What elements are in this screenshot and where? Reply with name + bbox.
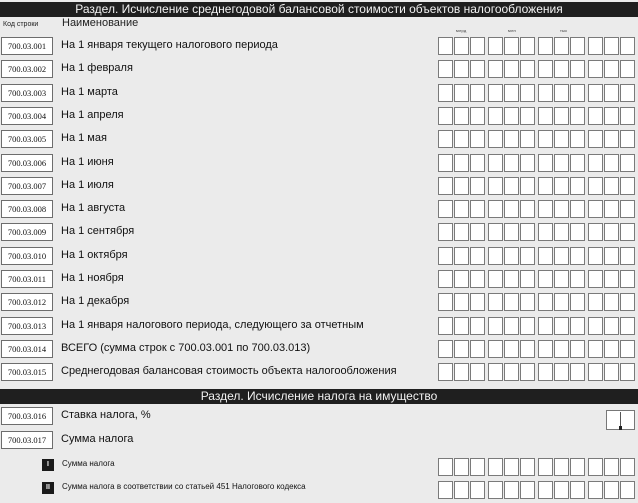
digit-cell[interactable]: [554, 363, 569, 381]
form-row: [0, 34, 638, 58]
digit-cell[interactable]: [454, 458, 469, 476]
digit-cell[interactable]: [504, 293, 519, 311]
row-code: 700.03.012: [1, 293, 53, 311]
digit-cell[interactable]: [588, 223, 603, 241]
digit-cell[interactable]: [604, 60, 619, 78]
row-label: Ставка налога, %: [61, 409, 151, 421]
row-code: 700.03.013: [1, 317, 53, 335]
digit-cell[interactable]: [620, 60, 635, 78]
row-code: 700.03.015: [1, 363, 53, 381]
digit-cell[interactable]: [438, 223, 453, 241]
digit-cell[interactable]: [504, 458, 519, 476]
digit-cell[interactable]: [538, 481, 553, 499]
form-row: [0, 267, 638, 291]
digit-cell[interactable]: [438, 293, 453, 311]
digit-cell[interactable]: [588, 154, 603, 172]
digit-cell[interactable]: [588, 84, 603, 102]
digit-cell[interactable]: [588, 247, 603, 265]
digit-cell[interactable]: [454, 340, 469, 358]
row-label: На 1 августа: [61, 202, 126, 214]
row-label: Среднегодовая балансовая стоимость объекта налогообложения: [61, 365, 397, 377]
digit-cell[interactable]: [438, 107, 453, 125]
digit-cell[interactable]: [554, 317, 569, 335]
digit-cell[interactable]: [520, 84, 535, 102]
digit-cell[interactable]: [488, 107, 503, 125]
digit-cell[interactable]: [570, 340, 585, 358]
digit-cell[interactable]: [620, 84, 635, 102]
digit-cell[interactable]: [488, 223, 503, 241]
digit-cell[interactable]: [620, 340, 635, 358]
digit-cell[interactable]: [504, 200, 519, 218]
form-row: [0, 244, 638, 268]
digit-cell[interactable]: [620, 177, 635, 195]
digit-cell[interactable]: [488, 84, 503, 102]
column-code-header: Код строки: [3, 21, 39, 28]
row-label: На 1 ноября: [61, 272, 124, 284]
digit-cell[interactable]: [504, 130, 519, 148]
row-label: На 1 марта: [61, 86, 118, 98]
row-label: На 1 октября: [61, 249, 128, 261]
digit-cell[interactable]: [620, 481, 635, 499]
digit-cell[interactable]: [454, 481, 469, 499]
digit-cell[interactable]: [504, 84, 519, 102]
digit-cell[interactable]: [588, 130, 603, 148]
row-code: 700.03.016: [1, 407, 53, 425]
digit-cell[interactable]: [470, 37, 485, 55]
digit-cell[interactable]: [470, 223, 485, 241]
digit-cell[interactable]: [520, 37, 535, 55]
form-row: [0, 81, 638, 105]
digit-cell[interactable]: [554, 200, 569, 218]
digit-cell[interactable]: [488, 481, 503, 499]
digit-cell[interactable]: [620, 200, 635, 218]
digit-cell[interactable]: [538, 200, 553, 218]
digit-cell[interactable]: [504, 340, 519, 358]
digit-cell[interactable]: [488, 363, 503, 381]
digit-cell[interactable]: [438, 458, 453, 476]
digit-cell[interactable]: [504, 223, 519, 241]
digit-cell[interactable]: [488, 154, 503, 172]
digit-cell[interactable]: [554, 270, 569, 288]
form-row: [0, 428, 638, 452]
digit-cell[interactable]: [470, 84, 485, 102]
digit-cell[interactable]: [470, 107, 485, 125]
digit-cell[interactable]: [604, 37, 619, 55]
row-label: На 1 января налогового периода, следующего за отчетным: [61, 319, 364, 331]
digit-cell[interactable]: [538, 130, 553, 148]
digit-cell[interactable]: [538, 317, 553, 335]
digit-cell[interactable]: [538, 37, 553, 55]
digit-cell[interactable]: [570, 37, 585, 55]
digit-cell[interactable]: [438, 37, 453, 55]
digit-cell[interactable]: [620, 130, 635, 148]
digit-cell[interactable]: [504, 317, 519, 335]
digit-cell[interactable]: [538, 247, 553, 265]
digit-cell[interactable]: [488, 177, 503, 195]
digit-cell[interactable]: [570, 223, 585, 241]
digit-cell[interactable]: [470, 363, 485, 381]
digit-cell[interactable]: [554, 60, 569, 78]
digit-cell[interactable]: [470, 458, 485, 476]
digit-cell[interactable]: [554, 37, 569, 55]
digit-cell[interactable]: [488, 37, 503, 55]
digit-cell[interactable]: [520, 270, 535, 288]
digit-cell[interactable]: [620, 154, 635, 172]
digit-cell[interactable]: [470, 270, 485, 288]
column-name-header: Наименование: [62, 17, 139, 29]
digit-cell[interactable]: [588, 458, 603, 476]
digit-cell[interactable]: [520, 458, 535, 476]
digit-cell[interactable]: [520, 177, 535, 195]
row-label: На 1 декабря: [61, 295, 130, 307]
row-code: 700.03.004: [1, 107, 53, 125]
digit-cell[interactable]: [520, 200, 535, 218]
digit-cell[interactable]: [570, 84, 585, 102]
digit-cell[interactable]: [504, 37, 519, 55]
digit-cell[interactable]: [570, 60, 585, 78]
digit-cell[interactable]: [604, 363, 619, 381]
row-code: 700.03.006: [1, 154, 53, 172]
digit-cell[interactable]: [538, 270, 553, 288]
digit-cell[interactable]: [604, 293, 619, 311]
row-code: 700.03.014: [1, 340, 53, 358]
digit-cell[interactable]: [438, 481, 453, 499]
digit-cell[interactable]: [454, 270, 469, 288]
digit-cell[interactable]: [554, 223, 569, 241]
digit-cell[interactable]: [438, 130, 453, 148]
digit-cell[interactable]: [554, 84, 569, 102]
digit-cell[interactable]: [604, 481, 619, 499]
form-row: [0, 337, 638, 361]
digit-cell[interactable]: [438, 247, 453, 265]
digit-cell[interactable]: [438, 177, 453, 195]
digit-cell[interactable]: [454, 293, 469, 311]
digit-cell[interactable]: [504, 363, 519, 381]
digit-cell[interactable]: [588, 107, 603, 125]
digit-cell[interactable]: [604, 154, 619, 172]
digit-cell[interactable]: [570, 481, 585, 499]
digit-cell[interactable]: [488, 247, 503, 265]
form-row: [0, 220, 638, 244]
unit-label-billions: млрд: [456, 28, 467, 33]
digit-cell[interactable]: [588, 177, 603, 195]
digit-cell[interactable]: [604, 84, 619, 102]
digit-cell[interactable]: [538, 458, 553, 476]
row-code: 700.03.002: [1, 60, 53, 78]
digit-cell[interactable]: [520, 154, 535, 172]
digit-cell[interactable]: [570, 200, 585, 218]
digit-cell[interactable]: [554, 340, 569, 358]
row-label: На 1 января текущего налогового периода: [61, 39, 278, 51]
digit-cell[interactable]: [570, 363, 585, 381]
digit-cell[interactable]: [570, 130, 585, 148]
digit-cell[interactable]: [620, 317, 635, 335]
form-row: [0, 360, 638, 384]
digit-cell[interactable]: [620, 223, 635, 241]
digit-cell[interactable]: [454, 200, 469, 218]
digit-cell[interactable]: [538, 340, 553, 358]
digit-cell[interactable]: [438, 317, 453, 335]
digit-cell[interactable]: [588, 270, 603, 288]
digit-cell[interactable]: [604, 107, 619, 125]
digit-cell[interactable]: [588, 340, 603, 358]
digit-cell[interactable]: [554, 154, 569, 172]
row-label: Сумма налога: [61, 433, 134, 445]
digit-cell[interactable]: [538, 84, 553, 102]
digit-cell[interactable]: [454, 223, 469, 241]
form-row: [0, 57, 638, 81]
digit-cell[interactable]: [454, 317, 469, 335]
roman-numeral-badge: II: [42, 482, 54, 494]
digit-cell[interactable]: [520, 223, 535, 241]
digit-cell[interactable]: [554, 247, 569, 265]
row-code: 700.03.008: [1, 200, 53, 218]
section-header-property-tax: Раздел. Исчисление налога на имущество: [0, 389, 638, 404]
sub-row-label: Сумма налога в соответствии со статьей 451 Налогового кодекса: [62, 482, 306, 491]
row-code: 700.03.017: [1, 431, 53, 449]
form-row: [0, 404, 638, 428]
row-label: На 1 июля: [61, 179, 114, 191]
digit-cell[interactable]: [554, 130, 569, 148]
row-code: 700.03.011: [1, 270, 53, 288]
digit-cell[interactable]: [454, 247, 469, 265]
digit-cell[interactable]: [538, 293, 553, 311]
row-code: 700.03.003: [1, 84, 53, 102]
digit-cell[interactable]: [504, 270, 519, 288]
row-code: 700.03.010: [1, 247, 53, 265]
digit-cell[interactable]: [454, 60, 469, 78]
digit-cell[interactable]: [588, 200, 603, 218]
digit-cell[interactable]: [438, 340, 453, 358]
digit-cell[interactable]: [570, 107, 585, 125]
digit-cell[interactable]: [488, 130, 503, 148]
digit-cell[interactable]: [454, 130, 469, 148]
digit-cell[interactable]: [454, 154, 469, 172]
digit-cell[interactable]: [504, 177, 519, 195]
tax-rate-input[interactable]: [606, 410, 635, 430]
digit-cell[interactable]: [470, 317, 485, 335]
digit-cell[interactable]: [570, 270, 585, 288]
digit-cell[interactable]: [454, 84, 469, 102]
digit-cell[interactable]: [538, 60, 553, 78]
digit-cell[interactable]: [454, 363, 469, 381]
digit-cell[interactable]: [588, 293, 603, 311]
digit-cell[interactable]: [454, 177, 469, 195]
row-label: На 1 июня: [61, 156, 114, 168]
digit-cell[interactable]: [604, 458, 619, 476]
digit-cell[interactable]: [554, 481, 569, 499]
row-label: На 1 февраля: [61, 62, 133, 74]
digit-cell[interactable]: [504, 481, 519, 499]
digit-cell[interactable]: [570, 317, 585, 335]
digit-cell[interactable]: [438, 270, 453, 288]
digit-cell[interactable]: [604, 317, 619, 335]
digit-cell[interactable]: [604, 177, 619, 195]
digit-cell[interactable]: [604, 340, 619, 358]
digit-cell[interactable]: [620, 293, 635, 311]
digit-cell[interactable]: [520, 107, 535, 125]
digit-cell[interactable]: [554, 177, 569, 195]
digit-cell[interactable]: [570, 458, 585, 476]
digit-cell[interactable]: [520, 247, 535, 265]
digit-cell[interactable]: [438, 154, 453, 172]
digit-cell[interactable]: [470, 200, 485, 218]
digit-cell[interactable]: [470, 60, 485, 78]
digit-cell[interactable]: [570, 293, 585, 311]
digit-cell[interactable]: [520, 293, 535, 311]
form-row: [0, 197, 638, 221]
row-code: 700.03.001: [1, 37, 53, 55]
digit-cell[interactable]: [504, 60, 519, 78]
digit-cell[interactable]: [520, 481, 535, 499]
digit-cell[interactable]: [588, 37, 603, 55]
digit-cell[interactable]: [488, 340, 503, 358]
form-row: [0, 174, 638, 198]
digit-cell[interactable]: [470, 481, 485, 499]
digit-cell[interactable]: [570, 177, 585, 195]
row-label: На 1 сентября: [61, 225, 135, 237]
digit-cell[interactable]: [470, 130, 485, 148]
digit-cell[interactable]: [488, 200, 503, 218]
digit-cell[interactable]: [588, 60, 603, 78]
digit-cell[interactable]: [504, 107, 519, 125]
digit-cell[interactable]: [470, 177, 485, 195]
digit-cell[interactable]: [488, 60, 503, 78]
digit-cell[interactable]: [620, 247, 635, 265]
digit-cell[interactable]: [470, 340, 485, 358]
digit-cell[interactable]: [570, 247, 585, 265]
tax-sub-row: [0, 478, 638, 500]
digit-cell[interactable]: [520, 363, 535, 381]
digit-cell[interactable]: [570, 154, 585, 172]
digit-cell[interactable]: [620, 37, 635, 55]
digit-cell[interactable]: [438, 60, 453, 78]
digit-cell[interactable]: [488, 293, 503, 311]
digit-cell[interactable]: [438, 363, 453, 381]
digit-cell[interactable]: [588, 317, 603, 335]
digit-cell[interactable]: [538, 107, 553, 125]
digit-cell[interactable]: [620, 107, 635, 125]
digit-cell[interactable]: [604, 200, 619, 218]
digit-cell[interactable]: [554, 458, 569, 476]
digit-cell[interactable]: [504, 247, 519, 265]
digit-cell[interactable]: [470, 247, 485, 265]
digit-cell[interactable]: [488, 270, 503, 288]
unit-label-millions: млн: [508, 28, 516, 33]
form-row: [0, 104, 638, 128]
sub-row-label: Сумма налога: [62, 459, 115, 468]
roman-numeral-badge: I: [42, 459, 54, 471]
row-label: На 1 апреля: [61, 109, 124, 121]
digit-cell[interactable]: [454, 37, 469, 55]
digit-cell[interactable]: [520, 317, 535, 335]
section-header-balance-value: Раздел. Исчисление среднегодовой балансовой стоимости объектов налогообложения: [0, 2, 638, 17]
digit-cell[interactable]: [538, 363, 553, 381]
digit-cell[interactable]: [504, 154, 519, 172]
digit-cell[interactable]: [454, 107, 469, 125]
digit-cell[interactable]: [604, 270, 619, 288]
form-row: [0, 290, 638, 314]
digit-cell[interactable]: [520, 130, 535, 148]
form-row: [0, 127, 638, 151]
digit-cell[interactable]: [604, 130, 619, 148]
form-row: [0, 151, 638, 175]
digit-cell[interactable]: [438, 84, 453, 102]
digit-cell[interactable]: [604, 223, 619, 241]
unit-label-thousands: тыс: [560, 28, 568, 33]
digit-cell[interactable]: [588, 363, 603, 381]
digit-cell[interactable]: [620, 363, 635, 381]
digit-cell[interactable]: [620, 270, 635, 288]
form-row: [0, 314, 638, 338]
digit-cell[interactable]: [470, 293, 485, 311]
row-label: ВСЕГО (сумма строк с 700.03.001 по 700.03.013): [61, 342, 311, 354]
tax-sub-row: [0, 455, 638, 477]
digit-cell[interactable]: [470, 154, 485, 172]
digit-cell[interactable]: [588, 481, 603, 499]
digit-cell[interactable]: [488, 458, 503, 476]
digit-cell[interactable]: [538, 177, 553, 195]
digit-cell[interactable]: [554, 107, 569, 125]
digit-cell[interactable]: [620, 458, 635, 476]
row-code: 700.03.007: [1, 177, 53, 195]
row-label: На 1 мая: [61, 132, 107, 144]
row-code: 700.03.005: [1, 130, 53, 148]
digit-cell[interactable]: [604, 247, 619, 265]
digit-cell[interactable]: [488, 317, 503, 335]
digit-cell[interactable]: [554, 293, 569, 311]
digit-cell[interactable]: [538, 223, 553, 241]
digit-cell[interactable]: [520, 60, 535, 78]
digit-cell[interactable]: [438, 200, 453, 218]
digit-cell[interactable]: [538, 154, 553, 172]
row-code: 700.03.009: [1, 223, 53, 241]
digit-cell[interactable]: [520, 340, 535, 358]
